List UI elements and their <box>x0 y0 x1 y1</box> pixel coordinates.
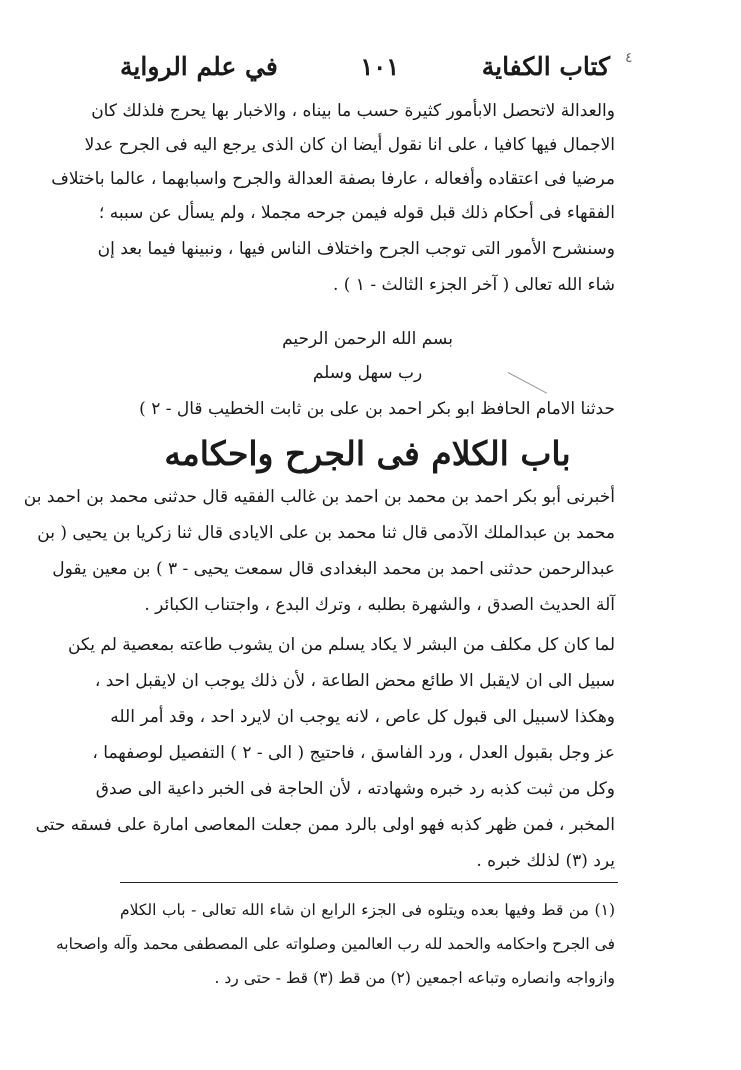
paragraph-line: عز وجل بقبول العدل ، ورد الفاسق ، فاحتيج ( الى - ٢ ) التفصيل لوصفهما ، <box>92 743 615 763</box>
paragraph-line: وهكذا لاسبيل الى قبول كل عاص ، لانه يوجب ان لايرد احد ، وقد أمر الله <box>110 707 615 727</box>
footnote-line: (١) من قط وفيها بعده ويتلوه فى الجزء الرابع ان شاء الله تعالى - باب الكلام <box>120 901 615 919</box>
body-line: الفقهاء فى أحكام ذلك قبل قوله فيمن جرحه مجملا ، ولم يسأل عن سببه ؛ <box>98 203 615 223</box>
chapter-line: آلة الحديث الصدق ، والشهرة بطلبه ، وترك البدع ، واجتناب الكبائر . <box>144 595 615 615</box>
body-line: الاجمال فيها كافيا ، على انا نقول أيضا ان كان الذى يرجع اليه فى الجرح عدلا <box>84 135 615 155</box>
dua-line: رب سهل وسلم <box>312 363 423 383</box>
basmala: بسم الله الرحمن الرحيم <box>282 329 453 349</box>
running-header <box>120 46 610 86</box>
body-line: شاء الله تعالى ( آخر الجزء الثالث - ١ ) . <box>332 275 615 295</box>
paragraph-line: وكل من ثبت كذبه رد خبره وشهادته ، لأن الحاجة فى الخبر داعية الى صدق <box>95 779 615 799</box>
paragraph-line: يرد (٣) لذلك خبره . <box>476 851 615 871</box>
footnote-line: فى الجرح واحكامه والحمد لله رب العالمين وصلواته على المصطفى محمد وآله واصحابه <box>55 935 615 953</box>
chapter-line: أخبرنى أبو بكر احمد بن محمد بن احمد بن غالب الفقيه قال حدثنى محمد بن احمد بن <box>23 487 615 507</box>
body-line: وسنشرح الأمور التى توجب الجرح واختلاف الناس فيها ، ونبينها فيما بعد إن <box>97 239 615 259</box>
body-line: مرضيا فى اعتقاده وأفعاله ، عارفا بصفة العدالة والجرح واسبابهما ، عالما باختلاف <box>51 169 615 189</box>
body-line: والعدالة لاتحصل الابأمور كثيرة حسب ما بيناه ، والاخبار بها يحرج فلذلك كان <box>91 101 615 121</box>
paragraph-line: المخبر ، فمن ظهر كذبه فهو اولى بالرد ممن جعلت المعاصى امارة على فسقه حتى <box>35 815 615 835</box>
book-title: كتاب الكفاية <box>481 51 610 81</box>
chapter-line: عبدالرحمن حدثنى احمد بن محمد البغدادى قال سمعت يحيى - ٣ ) بن معين يقول <box>52 559 615 579</box>
corner-mark: ٤ <box>625 50 633 66</box>
page-number: ١٠١ <box>360 51 400 81</box>
paragraph-line: سبيل الى ان لايقبل الا طائع محض الطاعة ، لأن ذلك يوجب ان لايقبل احد ، <box>94 671 615 691</box>
paragraph-line: لما كان كل مكلف من البشر لا يكاد يسلم من ان يشوب طاعته بمعصية لم يكن <box>67 635 615 655</box>
header-subtitle: في علم الرواية <box>120 51 278 81</box>
footnote-line: وازواجه وانصاره وتباعه اجمعين (٢) من قط (٣) قط - حتى رد . <box>214 969 615 987</box>
chapter-title: باب الكلام فى الجرح واحكامه <box>164 434 571 473</box>
isnad-line: حدثنا الامام الحافظ ابو بكر احمد بن على بن ثابت الخطيب قال - ٢ ) <box>139 399 615 419</box>
chapter-line: محمد بن عبدالملك الآدمى قال ثنا محمد بن على الايادى قال ثنا زكريا بن يحيى ( بن <box>37 523 615 543</box>
footnote-divider <box>120 882 618 883</box>
